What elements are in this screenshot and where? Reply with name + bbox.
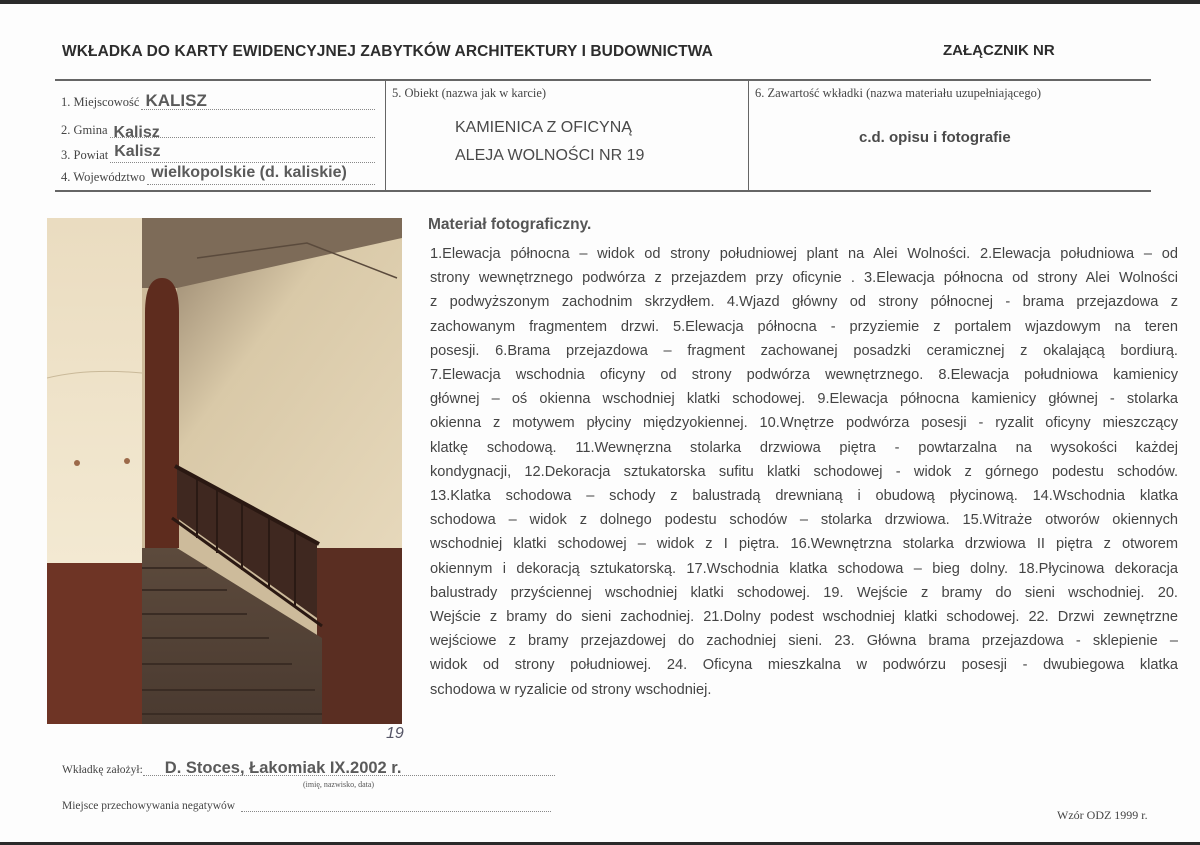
photo-material-heading: Materiał fotograficzny. [428,216,592,233]
scan-border-top [0,0,1200,4]
content-value: c.d. opisu i fotografie [859,129,1011,146]
description-line: zachowanym fragmentem drzwi. 5.Elewacja północna - przyziemie z portalem wjazdowym na teren [430,318,1178,335]
commune-row [61,118,375,141]
description-line: schodowa – widok z dolnego podestu schodów – stolarka drzwiowa. 15.Witraże otworów okiennych [430,512,1178,529]
founder-field [143,759,555,777]
object-label: 5. Obiekt (nazwa jak w karcie) [392,86,547,100]
voivodeship-row [61,165,375,185]
description-line: okiennym i dekoracją sztukatorską. 17.Wschodnia klatka schodowa – bieg dolny. 18.Płycinowa dekoracja [430,560,1178,577]
location-cell [55,81,386,190]
description-line: z podwyższonym zachodnim skrzydłem. 4.Wjazd główny od strony północnej - brama przejazdowa z [430,294,1178,311]
founder-value: D. Stoces, Łakomiak IX.2002 r. [164,759,402,777]
photo-number: 19 [386,725,404,742]
document-title: WKŁADKA DO KARTY EWIDENCYJNEJ ZABYTKÓW ARCHITEKTURY I BUDOWNICTWA [62,43,713,60]
description-line: 13.Klatka schodowa – schody z balustradą drewnianą i obudową płycinową. 14.Wschodnia klatka [430,488,1178,505]
description-line: głównej – oś okienna wschodniej klatki schodowej. 9.Elewacja północna kamienicy głównej - stolarka [430,391,1178,408]
description-line: wschodniej klatki schodowej – widok z I piętra. 16.Wewnętrzna stolarka drzwiowa II piętra z otworem [430,536,1178,553]
negatives-row [62,799,551,812]
object-cell [386,81,749,190]
locality-row [61,90,375,110]
identification-table [55,79,1151,192]
description-line: posesji. 6.Brama przejazdowa – fragment zachowanej posadzki ceramicznej z okalającą bordiurą. [430,342,1178,359]
staircase-photo [47,218,402,724]
locality-value: KALISZ [145,91,207,110]
description-line: widok od strony południowej. 24. Oficyna mieszkalna w podwórzu posesji - dwubiegowa klatka [430,657,1178,674]
form-pattern-label: Wzór ODZ 1999 r. [1057,808,1148,822]
founder-row [62,759,555,777]
county-field [110,143,375,163]
commune-field [110,123,375,141]
description-line: kondygnacji, 12.Dekoracja sztukatorska sufitu klatki schodowej - widok z górnego podestu schodów. [430,463,1178,480]
content-label: 6. Zawartość wkładki (nazwa materiału uzupełniającego) [755,86,1041,100]
description-line: 1.Elewacja północna – widok od strony południowej plant na Alei Wolności. 2.Elewacja południowa – od [430,246,1178,262]
negatives-label: Miejsce przechowywania negatywów [62,800,236,812]
description-line: 7.Elewacja wschodnia oficyny od strony podwórza wewnętrznego. 8.Elewacja południowa kamienicy [430,367,1178,384]
locality-field [141,91,375,110]
object-name-line1: KAMIENICA Z OFICYNĄ [455,119,632,136]
negatives-field [241,799,551,812]
description-line: klatkę schodową. 11.Wewnęrzna stolarka drzwiowa piętra - powtarzalna na wysokości każdej [430,439,1178,456]
content-cell [749,81,1151,190]
voivodeship-value: wielkopolskie (d. kaliskie) [151,164,347,181]
description-line: balustrady przyściennej wschodniej klatki schodowej. 19. Wejście z bramy do sieni wschodniej. 20. [430,584,1178,601]
founder-label: Wkładkę założył: [62,764,143,776]
description-line: wejściowe z bramy przejazdowej do zachodniej sieni. 23. Główna brama przejazdowa - sklepienie – [430,633,1178,650]
commune-value: Kalisz [113,124,160,141]
voivodeship-label: 4. Województwo [61,170,146,184]
description-line: schodowa w ryzalicie od strony wschodniej. [430,681,712,698]
object-name-line2: ALEJA WOLNOŚCI NR 19 [455,147,645,164]
annex-number-label: ZAŁĄCZNIK NR [943,42,1055,59]
locality-label: 1. Miejscowość [61,95,140,109]
county-label: 3. Powiat [61,148,109,162]
county-value: Kalisz [114,143,161,160]
description-line: strony wewnętrznego podwórza z przejazdem przy oficynie . 3.Elewacja północna od strony Alei Wolności [430,270,1178,287]
county-row [61,143,375,163]
voivodeship-field [147,164,375,185]
description-line: Wejście z bramy do sieni zachodniej. 21.Dolny podest wschodniej klatki schodowej. 22. Drzwi zewnętrzne [430,609,1178,626]
commune-label: 2. Gmina [61,123,108,137]
photo-material-description [430,242,1178,702]
founder-field-hint: (imię, nazwisko, data) [303,780,375,789]
description-line: okienna z motywem płyciny międzyokiennej. 10.Wnętrze podwórza posesji - ryzalit oficyny mieszczący [430,415,1178,432]
